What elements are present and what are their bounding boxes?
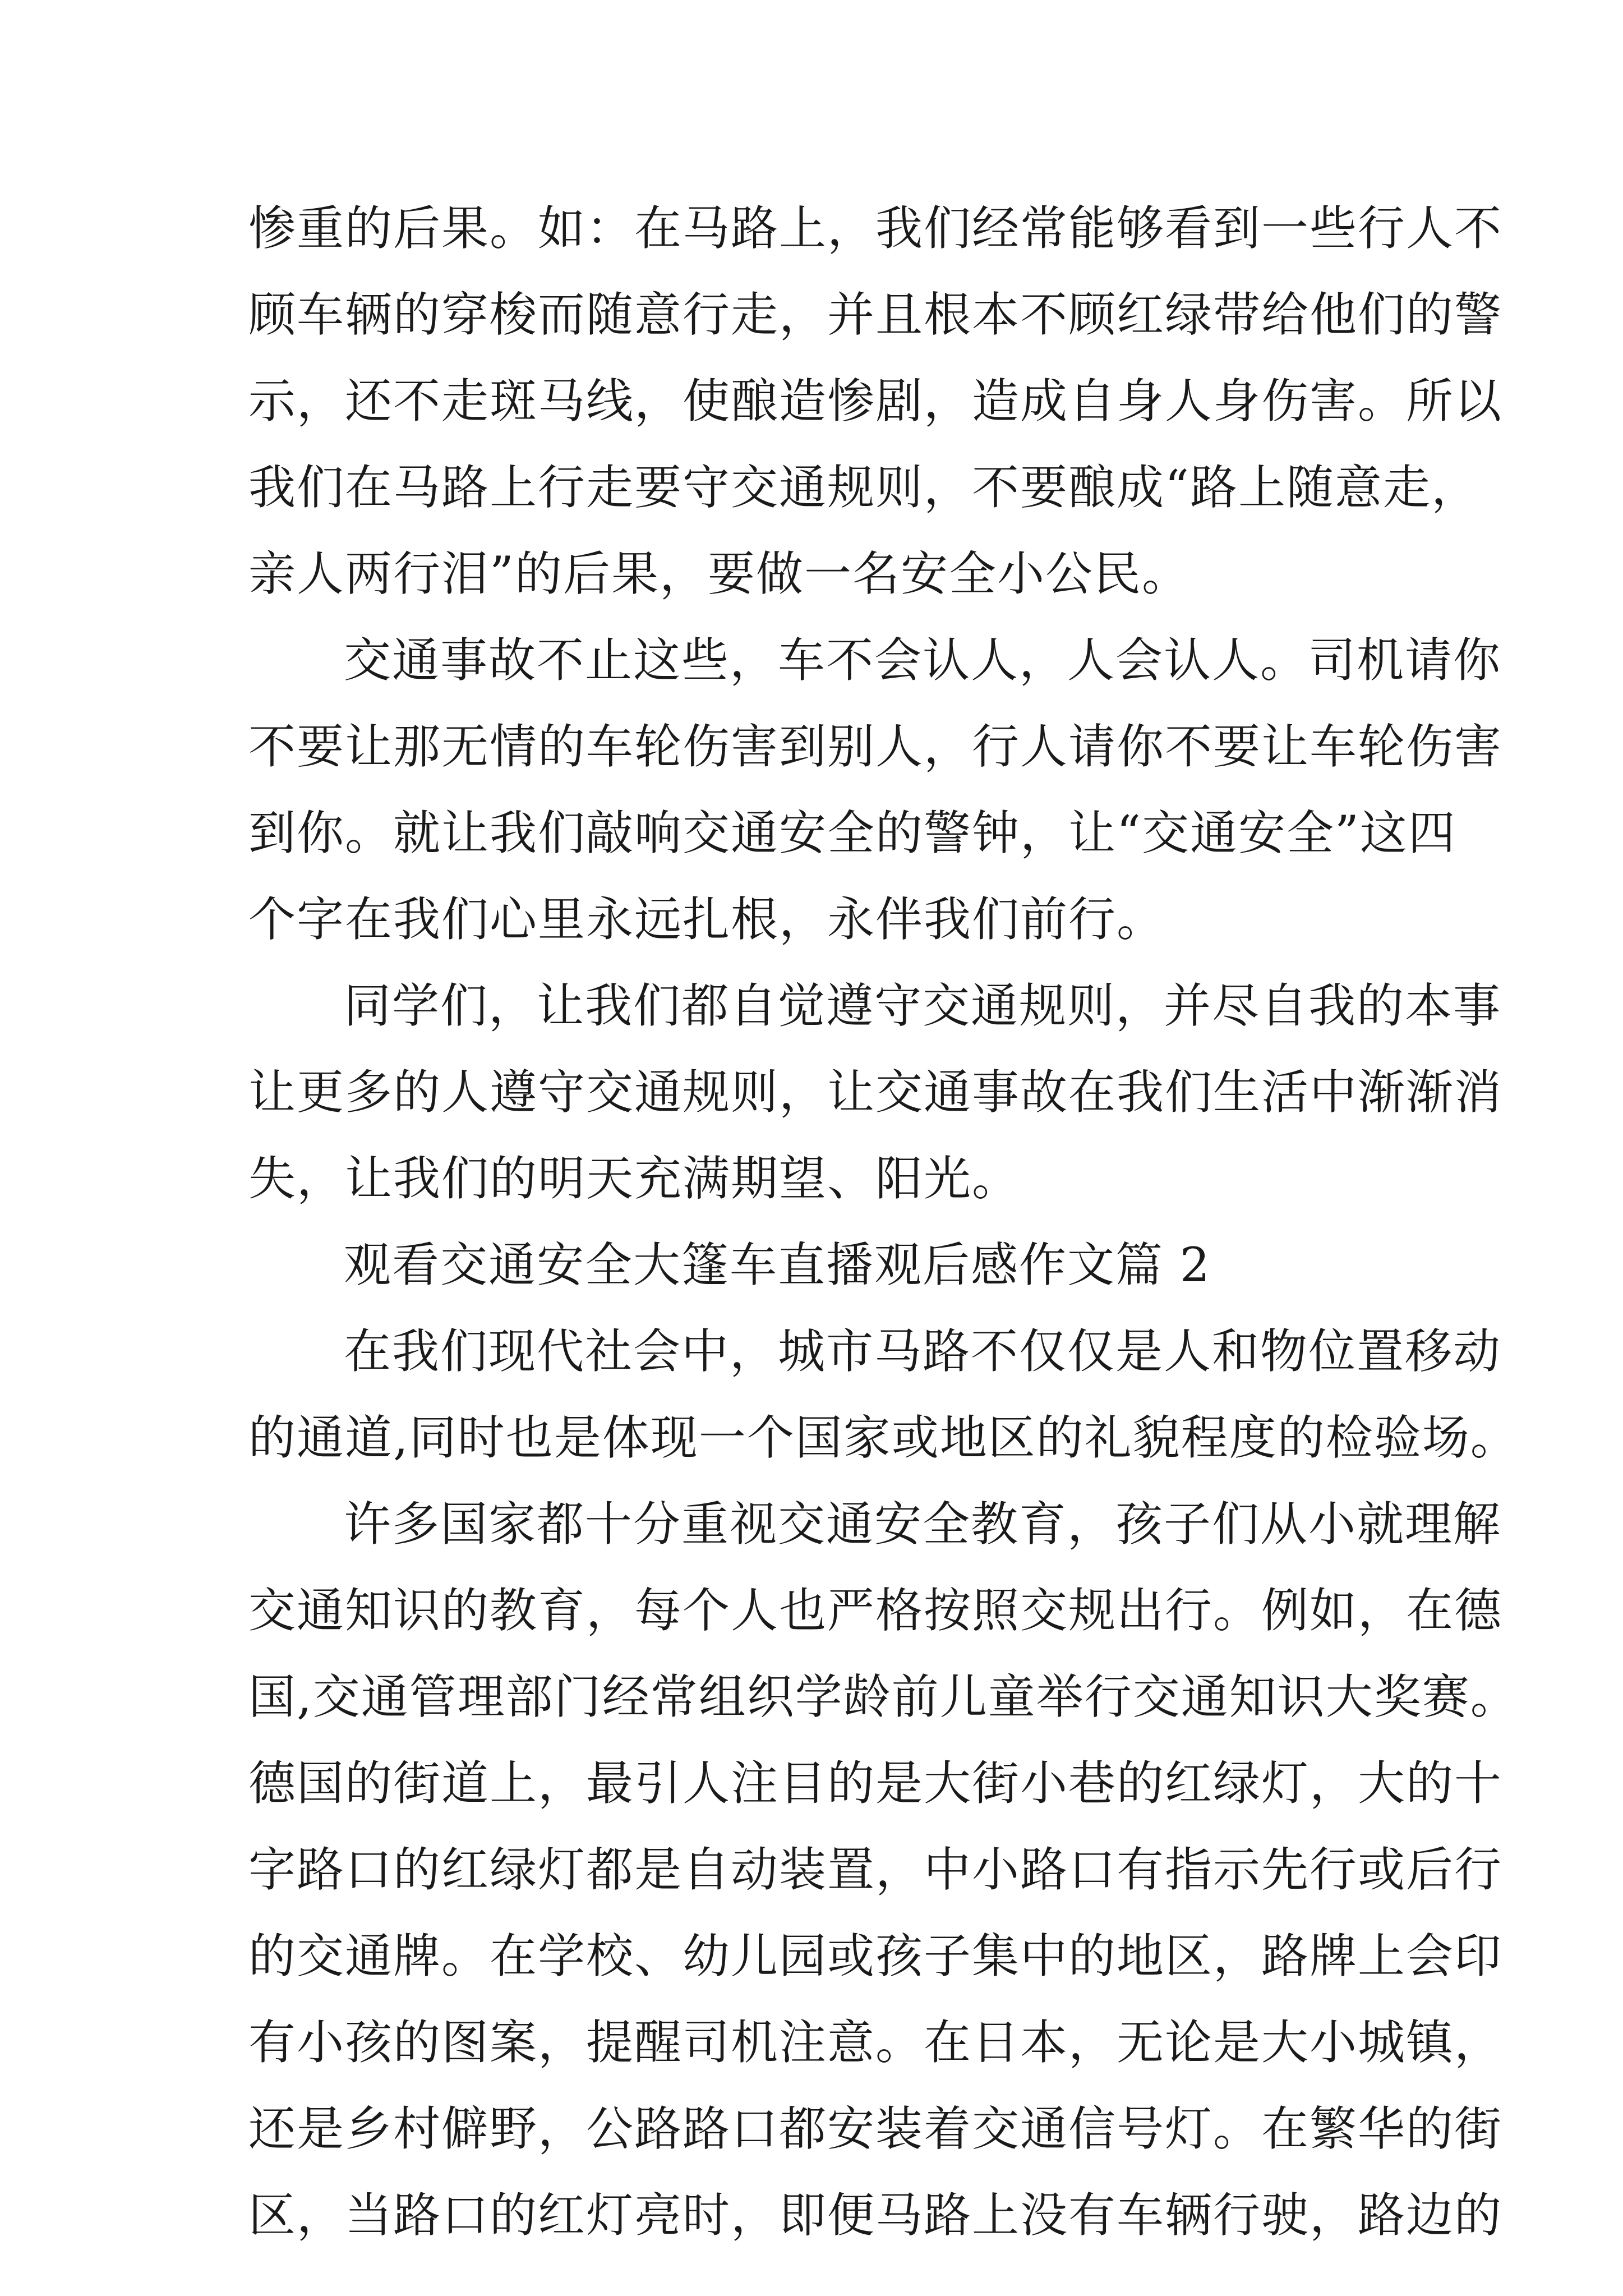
paragraph-first-line: 在我们现代社会中，城市马路不仅仅是人和物位置移动 xyxy=(344,1324,1502,1379)
text-line: 交通知识的教育，每个人也严格按照交规出行。例如，在德 xyxy=(248,1583,1503,1638)
text-line: 有小孩的图案，提醒司机注意。在日本，无论是大小城镇， xyxy=(248,2015,1503,2070)
text-line: 亲人两行泪”的后果，要做一名安全小公民。 xyxy=(248,546,1190,601)
text-line: 德国的街道上，最引人注目的是大街小巷的红绿灯，大的十 xyxy=(248,1756,1503,1811)
paragraph-first-line: 同学们，让我们都自觉遵守交通规则，并尽自我的本事 xyxy=(344,978,1502,1033)
paragraph-first-line: 交通事故不止这些，车不会认人，人会认人。司机请你 xyxy=(344,633,1502,688)
text-line: 失，让我们的明天充满期望、阳光。 xyxy=(248,1151,1021,1206)
body-text xyxy=(248,185,1519,2258)
text-line: 到你。就让我们敲响交通安全的警钟，让“交通安全”这四 xyxy=(248,806,1456,861)
text-line: 的通道,同时也是体现一个国家或地区的礼貌程度的检验场。 xyxy=(248,1410,1519,1465)
text-line: 不要让那无情的车轮伤害到别人，行人请你不要让车轮伤害 xyxy=(248,719,1503,774)
text-line: 让更多的人遵守交通规则，让交通事故在我们生活中渐渐消 xyxy=(248,1065,1503,1120)
text-line: 区，当路口的红灯亮时，即便马路上没有车辆行驶，路边的 xyxy=(248,2188,1503,2243)
text-line: 我们在马路上行走要守交通规则，不要酿成“路上随意走， xyxy=(248,460,1479,515)
text-line: 字路口的红绿灯都是自动装置，中小路口有指示先行或后行 xyxy=(248,1842,1503,1897)
text-line: 还是乡村僻野，公路路口都安装着交通信号灯。在繁华的街 xyxy=(248,2101,1503,2156)
text-line: 顾车辆的穿梭而随意行走，并且根本不顾红绿带给他们的警 xyxy=(248,287,1503,342)
section-heading: 观看交通安全大篷车直播观后感作文篇 2 xyxy=(344,1237,1211,1292)
text-line: 惨重的后果。如：在马路上，我们经常能够看到一些行人不 xyxy=(248,201,1503,256)
text-line: 国,交通管理部门经常组织学龄前儿童举行交通知识大奖赛。 xyxy=(248,1669,1519,1724)
text-line: 的交通牌。在学校、幼儿园或孩子集中的地区，路牌上会印 xyxy=(248,1929,1503,1984)
text-line: 示，还不走斑马线，使酿造惨剧，造成自身人身伤害。所以 xyxy=(248,374,1503,429)
paragraph-first-line: 许多国家都十分重视交通安全教育，孩子们从小就理解 xyxy=(344,1497,1502,1552)
text-line: 个字在我们心里永远扎根，永伴我们前行。 xyxy=(248,892,1165,947)
